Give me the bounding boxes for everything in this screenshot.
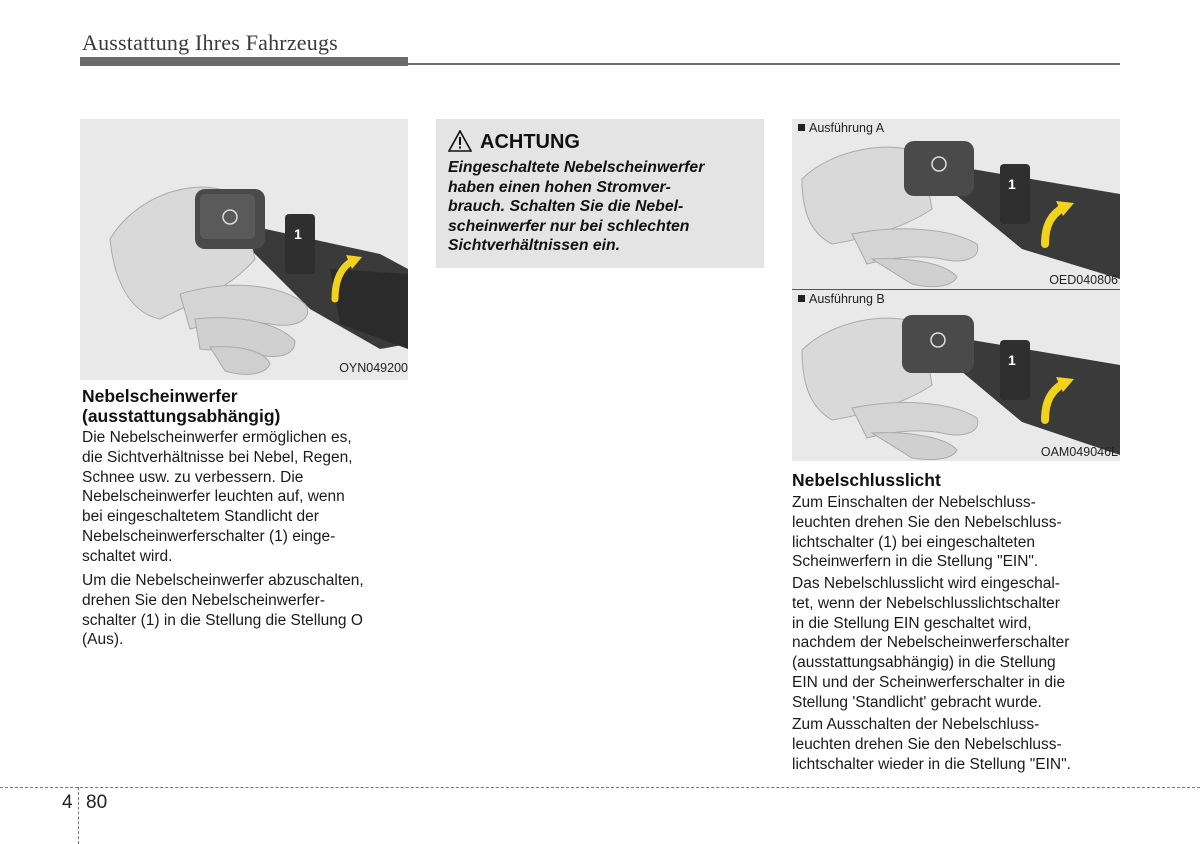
text-line: Die Nebelscheinwerfer ermöglichen es,	[82, 429, 352, 446]
paragraph-rear-off	[792, 715, 1120, 774]
text-line: Scheinwerfern in die Stellung "EIN".	[792, 553, 1039, 571]
text-line: Nebelscheinwerfer leuchten auf, wenn	[82, 488, 345, 506]
text-line: drehen Sie den Nebelscheinwerfer-	[82, 591, 325, 609]
warning-title: ACHTUNG	[480, 131, 580, 153]
figure-variant-a	[792, 119, 1120, 289]
text-line: Nebelscheinwerferschalter (1) einge-	[82, 527, 336, 545]
text-line: lichtschalter wieder in die Stellung "EIN".	[792, 755, 1071, 773]
square-bullet-icon	[798, 295, 805, 302]
warning-line: Eingeschaltete Nebelscheinwerfer	[448, 159, 705, 176]
page-header-title: Ausstattung Ihres Fahrzeugs	[82, 30, 338, 55]
text-line: nachdem der Nebelscheinwerferschalter	[792, 634, 1070, 652]
text-line: schalter (1) in die Stellung die Stellung O	[82, 611, 363, 629]
footer-rule	[0, 787, 1200, 788]
warning-line: brauch. Schalten Sie die Nebel-	[448, 198, 684, 216]
heading-line: Nebelscheinwerfer	[82, 386, 238, 406]
footer-divider	[78, 787, 79, 844]
page-number: 80	[86, 792, 108, 813]
text-line: bei eingeschaltetem Standlicht der	[82, 508, 319, 526]
heading-fog-lights	[82, 386, 280, 426]
figure-variant-b	[792, 290, 1120, 461]
switch-number: 1	[1008, 176, 1016, 192]
warning-text	[448, 158, 754, 256]
figure-code: OED040806	[1049, 273, 1118, 287]
variant-b-illustration	[792, 290, 1120, 461]
figure-fog-switch	[80, 119, 408, 380]
heading-line: (ausstattungsabhängig)	[82, 406, 281, 426]
text-line: (Aus).	[82, 631, 124, 649]
warning-line: Sichtverhältnissen ein.	[448, 237, 621, 255]
text-line: leuchten drehen Sie den Nebelschluss-	[792, 513, 1062, 531]
warning-line: scheinwerfer nur bei schlechten	[448, 217, 690, 235]
heading-rear-fog-light: Nebelschlusslicht	[792, 470, 941, 490]
switch-number: 1	[294, 226, 302, 242]
fog-switch-illustration	[80, 119, 408, 380]
text-line: Zum Einschalten der Nebelschluss-	[792, 494, 1036, 511]
text-line: schaltet wird.	[82, 547, 173, 565]
text-line: lichtschalter (1) bei eingeschalteten	[792, 533, 1035, 551]
text-line: Das Nebelschlusslicht wird eingeschal-	[792, 575, 1060, 592]
text-line: Schnee usw. zu verbessern. Die	[82, 468, 304, 486]
text-line: (ausstattungsabhängig) in die Stellung	[792, 654, 1056, 672]
text-line: leuchten drehen Sie den Nebelschluss-	[792, 735, 1062, 753]
variant-label: Ausführung B	[798, 292, 885, 306]
text-line: Um die Nebelscheinwerfer abzuschalten,	[82, 572, 364, 589]
figure-code: OYN049200	[339, 361, 408, 375]
paragraph-rear-condition	[792, 574, 1120, 713]
warning-line: haben einen hohen Stromver-	[448, 178, 671, 196]
text-line: in die Stellung EIN geschaltet wird,	[792, 614, 1032, 632]
paragraph-fog-off	[82, 571, 408, 650]
text-line: EIN und der Scheinwerferschalter in die	[792, 673, 1066, 691]
text-line: Stellung 'Standlicht' gebracht wurde.	[792, 693, 1042, 711]
variant-label: Ausführung A	[798, 121, 884, 135]
header-rule-thick	[80, 57, 408, 66]
chapter-number: 4	[62, 792, 73, 813]
text-line: tet, wenn der Nebelschlusslichtschalter	[792, 594, 1060, 612]
warning-triangle-icon	[448, 130, 472, 152]
paragraph-rear-on	[792, 493, 1120, 572]
paragraph-fog-intro	[82, 428, 408, 567]
switch-number: 1	[1008, 352, 1016, 368]
text-line: Zum Ausschalten der Nebelschluss-	[792, 716, 1040, 733]
header-rule-thin	[408, 63, 1120, 65]
variant-a-illustration	[792, 119, 1120, 289]
text-line: die Sichtverhältnisse bei Nebel, Regen,	[82, 448, 353, 466]
square-bullet-icon	[798, 124, 805, 131]
figure-code: OAM049046L	[1040, 445, 1118, 459]
